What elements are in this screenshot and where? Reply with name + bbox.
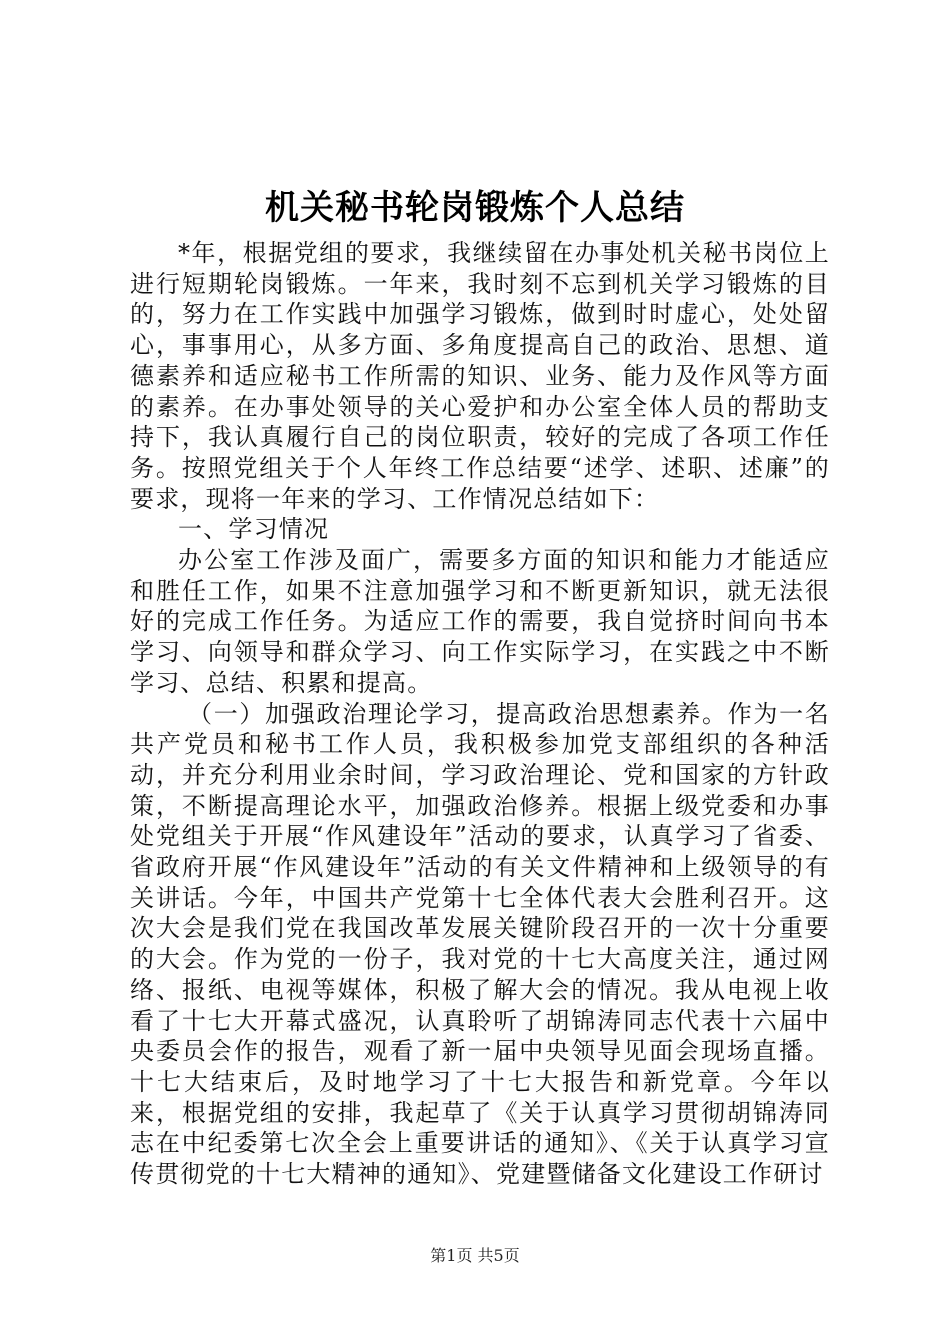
political-study-paragraph: （一）加强政治理论学习，提高政治思想素养。作为一名共产党员和秘书工作人员，我积极参加党支部组织的各种活动，并充分利用业余时间，学习政治理论、党和国家的方针政策，不断提高理论水平，加强政治修养。根据上级党委和办事处党组关于开展“作风建设年”活动的要求，认真学习了省委、省政府开展“作风建设年”活动的有关文件精神和上级领导的有关讲话。今年，中国共产党第十七全体代表大会胜利召开。这次大会是我们党在我国改革发展关键阶段召开的一次十分重要的大会。作为党的一份子，我对党的十七大高度关注，通过网络、报纸、电视等媒体，积极了解大会的情况。我从电视上收看了十七大开幕式盛况，认真聆听了胡锦涛同志代表十六届中央委员会作的报告，观看了新一届中央领导见面会现场直播。十七大结束后，及时地学习了十七大报告和新党章。今年以来，根据党组的安排，我起草了《关于认真学习贯彻胡锦涛同志在中纪委第七次全会上重要讲话的通知》、《关于认真学习宣传贯彻党的十七大精神的通知》、党建暨储备文化建设工作研讨 xyxy=(130,699,830,1189)
page-footer: 第1页 共5页 xyxy=(430,1246,520,1265)
section-heading-study: 一、学习情况 xyxy=(178,515,330,544)
intro-paragraph: *年，根据党组的要求，我继续留在办事处机关秘书岗位上进行短期轮岗锻炼。一年来，我时刻不忘到机关学习锻炼的目的，努力在工作实践中加强学习锻炼，做到时时虚心，处处留心，事事用心，从多方面、多角度提高自己的政治、思想、道德素养和适应秘书工作所需的知识、业务、能力及作风等方面的素养。在办事处领导的关心爱护和办公室全体人员的帮助支持下，我认真履行自己的岗位职责，较好的完成了各项工作任务。按照党组关于个人年终工作总结要“述学、述职、述廉”的要求，现将一年来的学习、工作情况总结如下： xyxy=(130,239,830,513)
document-body xyxy=(130,238,830,1190)
document-title: 机关秘书轮岗锻炼个人总结 xyxy=(265,188,685,228)
study-paragraph: 办公室工作涉及面广，需要多方面的知识和能力才能适应和胜任工作，如果不注意加强学习和不断更新知识，就无法很好的完成工作任务。为适应工作的需要，我自觉挤时间向书本学习、向领导和群众学习、向工作实际学习，在实践之中不断学习、总结、积累和提高。 xyxy=(130,546,830,697)
